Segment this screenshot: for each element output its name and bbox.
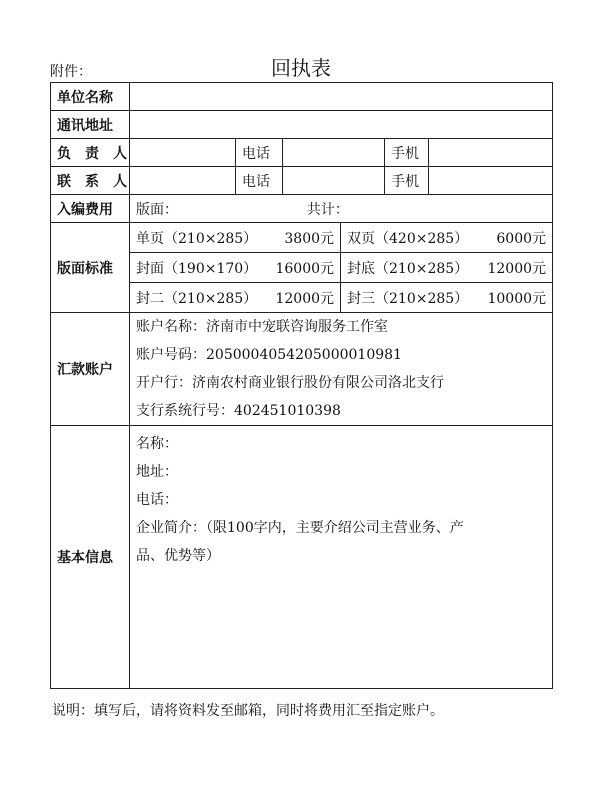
basic-info-field[interactable] <box>130 426 553 689</box>
person-in-charge-label: 负责人 <box>51 139 130 167</box>
bank-code: 支行系统行号：402451010398 <box>136 403 341 419</box>
row-contact <box>51 167 553 195</box>
form-header <box>50 52 552 82</box>
fee-label: 入编费用 <box>51 195 130 223</box>
info-intro-line-2: 品、优势等） <box>136 548 220 564</box>
layout-standard-label: 版面标准 <box>51 223 130 313</box>
price-item-price: 16000元 <box>275 260 335 277</box>
row-person-in-charge <box>51 139 553 167</box>
instruction-note: 说明：填写后，请将资料发至邮箱，同时将费用汇至指定账户。 <box>52 703 444 719</box>
info-name-line: 名称： <box>136 436 178 452</box>
price-item-price: 3800元 <box>284 230 335 247</box>
row-remittance <box>51 313 553 426</box>
contact-mobile-label: 手机 <box>385 167 429 195</box>
price-row <box>130 223 552 252</box>
price-item-price: 12000元 <box>275 290 335 307</box>
person-in-charge-field[interactable] <box>130 139 236 167</box>
info-address-line: 地址： <box>136 464 178 480</box>
row-unit-name <box>51 83 553 111</box>
unit-name-label: 单位名称 <box>51 83 130 111</box>
price-item-name: 封面（190×170） <box>136 260 258 277</box>
address-field[interactable] <box>130 111 553 139</box>
contact-phone-field[interactable] <box>283 167 385 195</box>
price-item <box>341 223 552 252</box>
page-title: 回执表 <box>271 56 331 80</box>
address-label: 通讯地址 <box>51 111 130 139</box>
price-item-price: 10000元 <box>487 290 547 307</box>
price-item-price: 12000元 <box>487 260 547 277</box>
price-item <box>130 223 341 252</box>
price-row <box>130 252 552 282</box>
bank-name: 开户行：济南农村商业银行股份有限公司洛北支行 <box>136 375 444 391</box>
price-item-name: 单页（210×285） <box>136 230 258 247</box>
layout-standard-cell <box>130 223 553 313</box>
fee-field[interactable] <box>130 195 553 223</box>
price-item-name: 封底（210×285） <box>347 260 469 277</box>
row-fee <box>51 195 553 223</box>
total-label: 共计： <box>306 201 349 218</box>
price-item-price: 6000元 <box>496 230 547 247</box>
price-item <box>341 253 552 282</box>
receipt-form-table <box>50 82 553 689</box>
basic-info-label: 基本信息 <box>51 426 130 689</box>
person-mobile-label: 手机 <box>385 139 429 167</box>
remittance-details <box>130 313 553 426</box>
contact-phone-label: 电话 <box>236 167 283 195</box>
person-phone-label: 电话 <box>236 139 283 167</box>
remittance-label: 汇款账户 <box>51 313 130 426</box>
row-address <box>51 111 553 139</box>
info-intro-line: 企业简介：（限100字内，主要介绍公司主营业务、产 <box>136 520 464 536</box>
price-item-name: 双页（420×285） <box>347 230 469 247</box>
contact-label: 联系人 <box>51 167 130 195</box>
person-mobile-field[interactable] <box>429 139 553 167</box>
price-row <box>130 282 552 312</box>
layout-label: 版面： <box>136 201 178 218</box>
price-item <box>341 283 552 312</box>
unit-name-field[interactable] <box>130 83 553 111</box>
price-item <box>130 253 341 282</box>
price-item <box>130 283 341 312</box>
price-item-name: 封三（210×285） <box>347 290 469 307</box>
person-phone-field[interactable] <box>283 139 385 167</box>
row-basic-info <box>51 426 553 689</box>
attachment-label: 附件： <box>50 64 92 80</box>
price-item-name: 封二（210×285） <box>136 290 258 307</box>
info-phone-line: 电话： <box>136 492 178 508</box>
row-layout-standard <box>51 223 553 313</box>
account-number: 账户号码：2050004054205000010981 <box>136 347 402 363</box>
contact-field[interactable] <box>130 167 236 195</box>
contact-mobile-field[interactable] <box>429 167 553 195</box>
account-name: 账户名称：济南市中宠联咨询服务工作室 <box>136 319 388 335</box>
